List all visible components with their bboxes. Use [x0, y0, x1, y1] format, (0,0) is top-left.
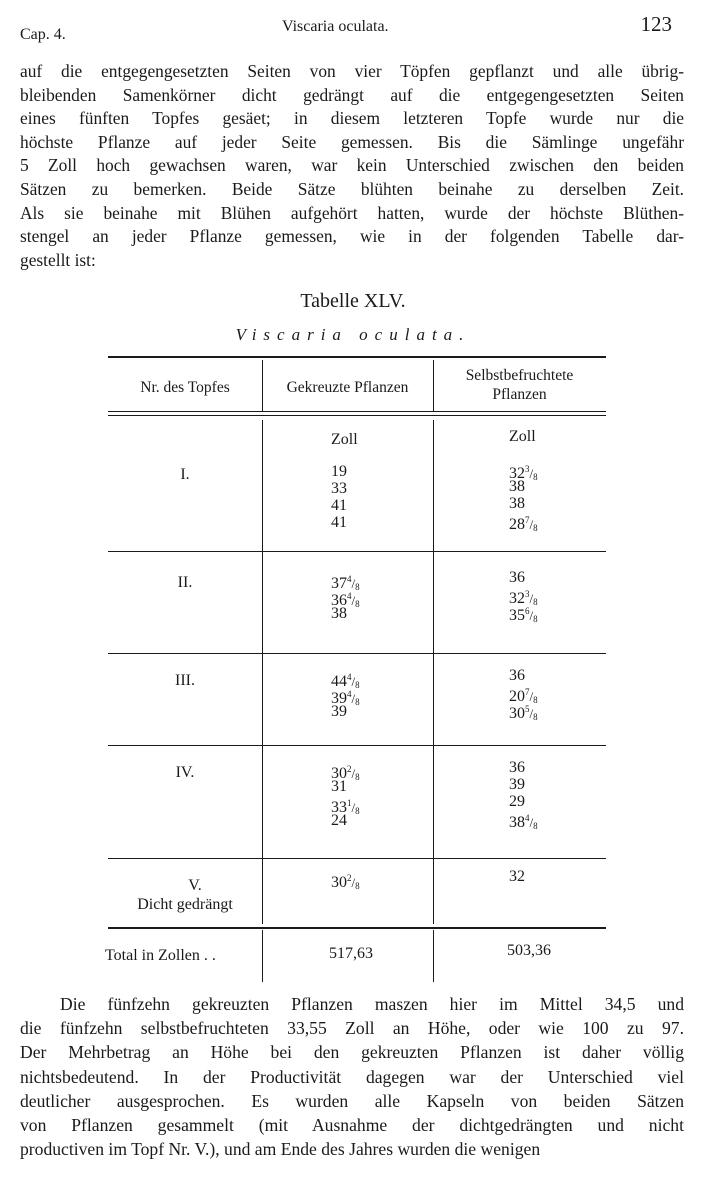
value-whole: 38 — [331, 605, 347, 622]
fraction-slash: / — [351, 766, 356, 781]
fraction-denominator: 8 — [355, 680, 360, 690]
value-whole: 38 — [509, 495, 525, 512]
value-whole: 36 — [509, 569, 525, 586]
header-self-line2: Pflanzen — [492, 386, 547, 403]
measurement-value — [509, 868, 525, 885]
fraction-slash: / — [529, 689, 534, 704]
value-list — [331, 669, 360, 720]
running-header — [20, 12, 686, 43]
text-line: productiven im Topf Nr. V.), und am Ende des Jahres wurden die wenigen — [20, 1139, 541, 1160]
unit-self: Zoll — [509, 428, 536, 445]
pot-label: III. — [175, 672, 195, 689]
fraction-slash: / — [351, 800, 356, 815]
measurement-value — [509, 461, 538, 482]
header-bottom-rule — [108, 411, 606, 412]
fraction-slash: / — [529, 815, 534, 830]
value-whole: 36 — [509, 759, 525, 776]
column-divider — [262, 420, 263, 924]
measurement-value — [509, 495, 538, 512]
measurement-value — [331, 795, 360, 816]
pot-number — [108, 876, 262, 914]
text-line: gestellt ist: — [20, 249, 96, 270]
measurement-value — [331, 480, 347, 497]
total-top-rule — [108, 927, 606, 929]
measurement-value — [509, 603, 538, 624]
measurement-value — [509, 512, 538, 533]
value-whole: 38 — [509, 814, 525, 831]
value-whole: 24 — [331, 812, 347, 829]
value-list — [331, 761, 360, 829]
measurement-value — [331, 497, 347, 514]
value-list — [509, 569, 538, 624]
value-whole: 36 — [331, 592, 347, 609]
value-whole: 39 — [509, 776, 525, 793]
fraction-denominator: 8 — [533, 821, 538, 831]
table-subtitle: Viscaria oculata. — [235, 325, 471, 344]
value-whole: 29 — [509, 793, 525, 810]
text-line: deutlicher ausgesprochen. Es wurden alle Kapseln von beiden Sätzen — [20, 1090, 684, 1111]
text-line: auf die entgegengesetzten Seiten von vier Töpfen gepflanzt und alle übrig- — [20, 61, 684, 81]
value-whole: 32 — [509, 868, 525, 885]
measurement-value — [509, 684, 538, 705]
measurement-value — [331, 870, 360, 891]
fraction-slash: / — [351, 691, 356, 706]
value-whole: 35 — [509, 607, 525, 624]
value-list — [331, 870, 360, 891]
intro-paragraph — [20, 60, 684, 272]
measurement-value — [331, 514, 347, 531]
row-separator — [108, 551, 606, 552]
fraction-denominator: 8 — [355, 697, 360, 707]
value-whole: 38 — [509, 478, 525, 495]
header-bottom-rule-double — [108, 415, 606, 416]
fraction-denominator: 8 — [533, 472, 538, 482]
fraction-denominator: 8 — [533, 712, 538, 722]
value-whole: 39 — [331, 703, 347, 720]
text-line: von Pflanzen gesammelt (mit Ausnahme der dichtgedrängten und nicht — [20, 1114, 684, 1135]
fraction-numerator: 2 — [347, 873, 352, 883]
fraction-denominator: 8 — [533, 523, 538, 533]
measurement-value — [331, 761, 360, 782]
text-line: stengel an jeder Pflanze gemessen, wie in der folgenden Tabelle dar- — [20, 226, 684, 247]
text-line: Als sie beinahe mit Blühen aufgehört hatten, wurde der höchste Blüthen- — [20, 202, 684, 223]
measurement-value — [331, 686, 360, 707]
header-self-line1: Selbstbefruchtete — [465, 367, 574, 384]
fraction-numerator: 5 — [525, 704, 530, 714]
table-top-rule — [108, 356, 606, 358]
value-whole: 33 — [331, 799, 347, 816]
value-list — [509, 759, 538, 831]
measurement-value — [331, 463, 347, 480]
value-whole: 39 — [331, 690, 347, 707]
fraction-numerator: 2 — [347, 764, 352, 774]
header-crossed: Gekreuzte Pflanzen — [286, 379, 409, 396]
fraction-slash: / — [529, 608, 534, 623]
chapter-label: Cap. 4. — [20, 26, 66, 43]
value-whole: 33 — [331, 480, 347, 497]
text-line: bleibenden Samenkörner dicht gedrängt auf die entgegengesetzten Seiten — [20, 84, 684, 105]
fraction-numerator: 4 — [347, 591, 352, 601]
text-line: Der Mehrbetrag an Höhe bei den gekreuzten Pflanzen ist daher völlig — [20, 1042, 684, 1063]
value-list — [509, 461, 538, 533]
fraction-slash: / — [351, 875, 356, 890]
measurement-value — [331, 669, 360, 690]
value-whole: 37 — [331, 575, 347, 592]
closing-paragraph — [20, 992, 684, 1161]
total-self: 503,36 — [507, 942, 551, 959]
total-label: Total in Zollen . . — [105, 947, 216, 964]
value-list — [331, 571, 360, 622]
text-line: Die fünfzehn gekreuzten Pflanzen maszen hier im Mittel 34,5 und — [60, 994, 684, 1014]
header-self — [433, 366, 606, 404]
fraction-denominator: 8 — [355, 772, 360, 782]
pot-label: V. — [188, 877, 202, 894]
fraction-numerator: 7 — [525, 515, 530, 525]
row-separator — [108, 653, 606, 654]
text-line: höchste Pflanze auf jeder Seite gemessen. Bis die Sämlinge ungefähr — [20, 131, 684, 152]
fraction-numerator: 3 — [525, 464, 530, 474]
value-whole: 32 — [509, 465, 525, 482]
fraction-denominator: 8 — [533, 695, 538, 705]
fraction-slash: / — [529, 591, 534, 606]
measurement-value — [509, 810, 538, 831]
value-list — [509, 667, 538, 722]
value-whole: 30 — [331, 874, 347, 891]
text-line: 5 Zoll hoch gewachsen waren, war kein Unterschied zwischen den beiden — [20, 155, 684, 176]
row-separator — [108, 745, 606, 746]
pot-label: II. — [177, 574, 193, 591]
fraction-denominator: 8 — [355, 599, 360, 609]
value-whole: 32 — [509, 590, 525, 607]
fraction-numerator: 4 — [347, 672, 352, 682]
page-number: 123 — [640, 12, 672, 36]
text-line: eines fünften Topfes gesäet; in diesem letzteren Topfe wurde nur die — [20, 108, 684, 129]
fraction-denominator: 8 — [355, 806, 360, 816]
fraction-denominator: 8 — [355, 881, 360, 891]
fraction-numerator: 4 — [525, 813, 530, 823]
measurement-value — [331, 588, 360, 609]
header-pot: Nr. des Topfes — [140, 379, 230, 396]
fraction-slash: / — [529, 466, 534, 481]
unit-crossed: Zoll — [331, 431, 358, 448]
value-whole: 30 — [331, 765, 347, 782]
fraction-slash: / — [351, 674, 356, 689]
fraction-slash: / — [529, 517, 534, 532]
value-whole: 30 — [509, 705, 525, 722]
measurement-value — [331, 571, 360, 592]
table-title: Tabelle XLV. — [300, 290, 406, 312]
pot-note: Dicht gedrängt — [137, 896, 233, 913]
fraction-numerator: 3 — [525, 589, 530, 599]
value-whole: 31 — [331, 778, 347, 795]
pot-label: IV. — [175, 764, 195, 781]
total-crossed: 517,63 — [329, 945, 373, 962]
fraction-numerator: 7 — [525, 687, 530, 697]
measurement-value — [509, 759, 538, 776]
measurement-value — [509, 569, 538, 586]
text-line: nichtsbedeutend. In der Productivität dagegen war der Unterschied viel — [20, 1066, 684, 1087]
fraction-numerator: 4 — [347, 689, 352, 699]
value-whole: 41 — [331, 514, 347, 531]
pot-label: I. — [180, 466, 190, 483]
total-divider — [433, 930, 434, 982]
value-whole: 20 — [509, 688, 525, 705]
measurement-value — [509, 701, 538, 722]
pot-number — [108, 763, 262, 782]
measurement-value — [509, 793, 538, 810]
value-whole: 36 — [509, 667, 525, 684]
fraction-denominator: 8 — [533, 614, 538, 624]
value-whole: 19 — [331, 463, 347, 480]
text-line: die fünfzehn selbstbefruchteten 33,55 Zoll an Höhe, oder wie 100 zu 97. — [20, 1018, 684, 1039]
measurement-value — [509, 776, 538, 793]
measurement-value — [509, 586, 538, 607]
value-whole: 44 — [331, 673, 347, 690]
pot-number — [108, 573, 262, 592]
fraction-numerator: 6 — [525, 606, 530, 616]
fraction-numerator: 1 — [347, 798, 352, 808]
pot-number — [108, 465, 262, 484]
total-divider — [262, 930, 263, 982]
running-title: Viscaria oculata. — [282, 18, 389, 35]
pot-number — [108, 671, 262, 690]
fraction-denominator: 8 — [355, 582, 360, 592]
measurement-value — [509, 667, 538, 684]
fraction-slash: / — [351, 576, 356, 591]
fraction-slash: / — [351, 593, 356, 608]
fraction-numerator: 4 — [347, 574, 352, 584]
row-separator — [108, 858, 606, 859]
fraction-slash: / — [529, 706, 534, 721]
text-line: Sätzen zu bemerken. Beide Sätze blühten beinahe zu derselben Zeit. — [20, 178, 684, 199]
column-divider — [433, 420, 434, 924]
value-whole: 28 — [509, 516, 525, 533]
value-whole: 41 — [331, 497, 347, 514]
fraction-denominator: 8 — [533, 597, 538, 607]
value-list — [331, 463, 347, 531]
value-list — [509, 868, 525, 885]
